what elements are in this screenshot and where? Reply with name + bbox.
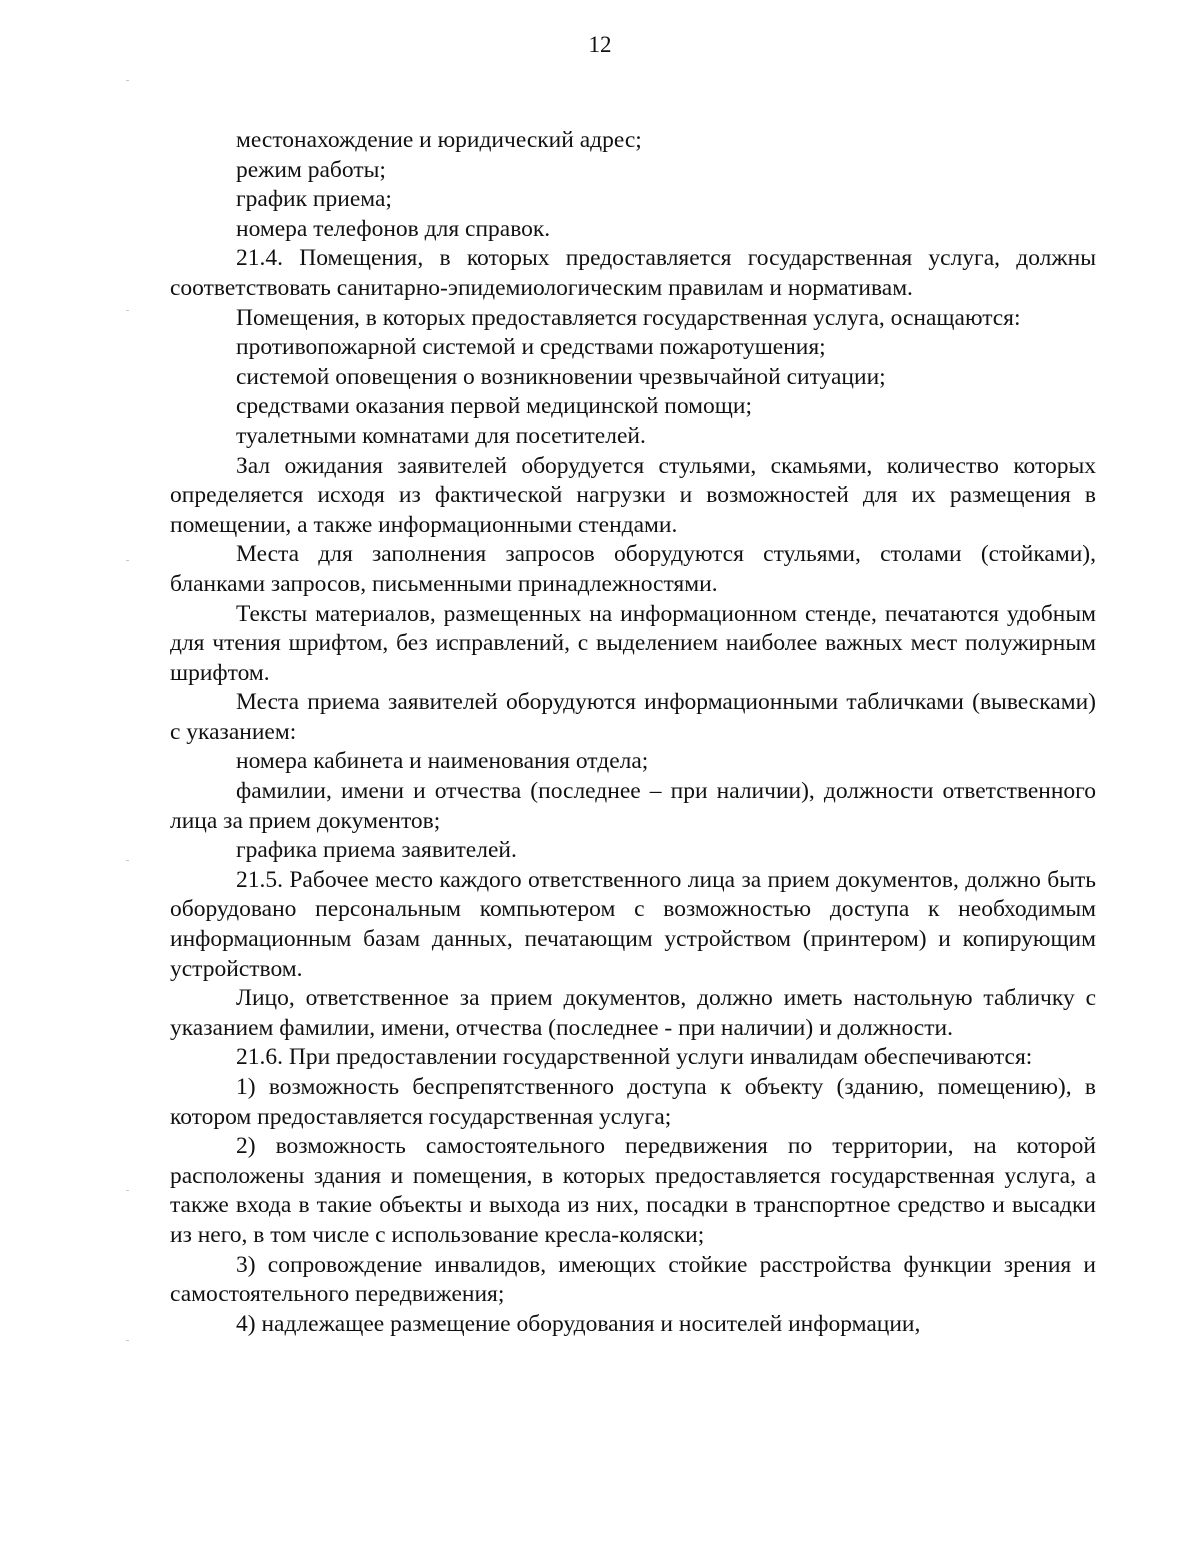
paragraph: Зал ожидания заявителей оборудуется стульями, скамьями, количество которых определяется исходя из фактической нагрузки и возможностей для их размещения в помещении, а также информационными стендами. [170, 452, 1096, 538]
paragraph: Помещения, в которых предоставляется государственная услуга, оснащаются: [236, 304, 1021, 331]
page-number: 12 [588, 32, 612, 57]
paragraph: 21.4. Помещения, в которых предоставляется государственная услуга, должны соответствовать санитарно-эпидемиологическим правилам и нормативам. [170, 245, 1096, 301]
paragraph: Лицо, ответственное за прием документов, должно иметь настольную табличку с указанием фамилии, имени, отчества (последнее - при наличии) и должности. [170, 985, 1096, 1041]
paragraph: Места приема заявителей оборудуются информационными табличками (вывесками) с указанием: [170, 689, 1096, 745]
paragraph: 21.5. Рабочее место каждого ответственного лица за прием документов, должно быть оборудовано персональным компьютером с возможностью доступа к необходимым информационным базам данных, печатающим устройством (принтером) и копирующим устройством. [170, 866, 1096, 982]
paragraph: 21.6. При предоставлении государственной услуги инвалидам обеспечиваются: [236, 1044, 1033, 1071]
scan-edge-marks [126, 0, 130, 1553]
paragraph: 1) возможность беспрепятственного доступа к объекту (зданию, помещению), в котором предоставляется государственная услуга; [170, 1074, 1096, 1130]
paragraph: фамилии, имени и отчества (последнее – при наличии), должности ответственного лица за прием документов; [170, 778, 1096, 834]
paragraph: системой оповещения о возникновении чрезвычайной ситуации; [236, 363, 886, 390]
paragraph: номера кабинета и наименования отдела; [236, 748, 649, 775]
paragraph: номера телефонов для справок. [236, 215, 551, 242]
paragraph: 4) надлежащее размещение оборудования и носителей информации, [236, 1310, 921, 1337]
paragraph: 2) возможность самостоятельного передвижения по территории, на которой расположены здания и помещения, в которых предоставляется государственная услуга, а также входа в такие объекты и выхода из них, посадки в транспортное средство и высадки из него, в том числе с использование кресла-коляски; [170, 1133, 1096, 1248]
paragraph: Места для заполнения запросов оборудуются стульями, столами (стойками), бланками запросов, письменными принадлежностями. [170, 541, 1096, 597]
paragraph: график приема; [236, 186, 392, 213]
scan-mark [126, 1190, 129, 1191]
paragraph: туалетными комнатами для посетителей. [236, 422, 646, 449]
scan-mark [126, 560, 129, 561]
paragraph: местонахождение и юридический адрес; [236, 127, 642, 153]
scan-mark [126, 1340, 129, 1341]
paragraph: режим работы; [236, 156, 386, 183]
scan-mark [126, 80, 129, 81]
paragraph: графика приема заявителей. [236, 837, 517, 864]
paragraph: Тексты материалов, размещенных на информационном стенде, печатаются удобным для чтения шрифтом, без исправлений, с выделением наиболее важных мест полужирным шрифтом. [170, 600, 1096, 686]
paragraph: противопожарной системой и средствами пожаротушения; [236, 334, 826, 361]
scan-mark [126, 860, 129, 861]
document-body [170, 126, 1096, 1339]
paragraph: 3) сопровождение инвалидов, имеющих стойкие расстройства функции зрения и самостоятельного передвижения; [170, 1251, 1096, 1308]
scan-mark [126, 310, 129, 311]
paragraph: средствами оказания первой медицинской помощи; [236, 393, 752, 420]
